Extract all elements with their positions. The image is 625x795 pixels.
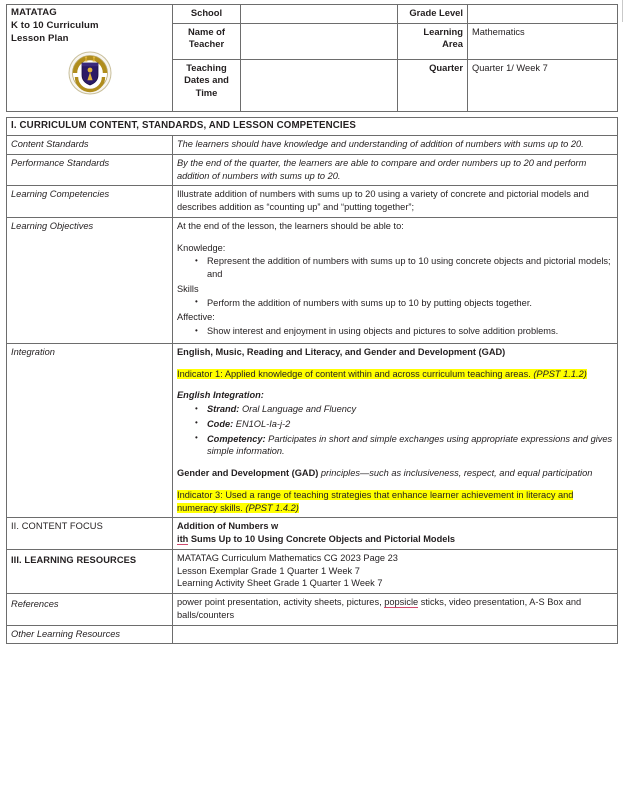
indicator-3-text: Indicator 3: Used a range of teaching strategies that enhance learner achievement in literacy and numeracy skills. [177,489,574,513]
references-content [173,594,618,626]
learning-area-label: Learning Area [398,23,468,59]
strand-value: Oral Language and Fluency [239,404,357,415]
integration-heading: English, Music, Reading and Literacy, and Gender and Development (GAD) [177,346,506,357]
indicator-1-text: Indicator 1: Applied knowledge of content within and across curriculum teaching areas. [177,368,534,379]
teaching-dates-value[interactable] [241,59,398,111]
gad-principles [177,467,613,480]
references-part-1: power point presentation, activity sheets, pictures, [177,597,385,608]
english-integration-head: English Integration: [177,390,264,401]
content-standards-text: The learners should have knowledge and understanding of addition of numbers with sums up to 20. [173,136,618,155]
content-standards-label: Content Standards [7,136,173,155]
lesson-plan-table [6,4,618,644]
other-learning-resources-label: Other Learning Resources [7,625,173,643]
competency-label: Competency: [207,433,266,444]
row-content-standards [7,136,618,155]
indicator-3-code: (PPST 1.4.2) [245,502,299,513]
code-label: Code: [207,418,234,429]
content-focus-spell-error: ith [177,534,189,545]
references-spell-error: popsicle [384,597,419,608]
skills-head: Skills [177,283,199,294]
grade-level-value[interactable] [468,5,618,24]
page-margin-rule [622,0,623,22]
integration-label: Integration [7,343,173,518]
teacher-label: Name of Teacher [173,23,241,59]
objectives-intro: At the end of the lesson, the learners should be able to: [177,220,404,231]
grade-level-label: Grade Level [398,5,468,24]
performance-standards-label: Performance Standards [7,154,173,186]
learning-resources-content [173,549,618,593]
row-references [7,594,618,626]
content-focus-content [173,518,618,550]
content-focus-line-2 [177,533,613,546]
section-1-title: I. CURRICULUM CONTENT, STANDARDS, AND LESSON COMPETENCIES [7,117,618,136]
school-value[interactable] [241,5,398,24]
references-label: References [7,594,173,626]
quarter-value[interactable]: Quarter 1/ Week 7 [468,59,618,111]
indicator-1 [177,368,613,381]
content-focus-line-1: Addition of Numbers w [177,521,279,532]
identity-line-3: Lesson Plan [11,32,69,44]
resource-item: MATATAG Curriculum Mathematics CG 2023 Page 23 [177,552,398,563]
header-row-school [7,5,618,24]
indicator-3 [177,489,613,515]
learning-area-value[interactable]: Mathematics [468,23,618,59]
learning-objectives-content [173,217,618,343]
learning-competencies-text: Illustrate addition of numbers with sums up to 20 using a variety of concrete and pictorial models and describes addition as “counting up” and “putting together”; [173,186,618,218]
school-label: School [173,5,241,24]
teacher-value[interactable] [241,23,398,59]
deped-seal-logo [68,51,112,95]
identity-line-2: K to 10 Curriculum [11,19,99,31]
row-performance-standards [7,154,618,186]
identity-cell [7,5,173,112]
row-content-focus [7,518,618,550]
gad-text: principles—such as inclusiveness, respect, and equal participation [318,468,593,479]
list-item: • Show interest and enjoyment in using objects and pictures to solve addition problems. [207,325,613,338]
affective-list [177,325,613,338]
list-item: • Perform the addition of numbers with sums up to 10 by putting objects together. [207,297,613,310]
content-focus-line-2-rest: Sums Up to 10 Using Concrete Objects and Pictorial Models [188,534,456,545]
row-other-learning-resources [7,625,618,643]
competency-value: Participates in short and simple exchanges using appropriate expressions and gives simple information. [207,433,613,457]
logo-wrap [11,51,168,99]
list-item [207,403,613,416]
performance-standards-text: By the end of the quarter, the learners are able to compare and order numbers up to 20 and perform addition of numbers with sums up to 20. [173,154,618,186]
section-1-header-row [7,117,618,136]
resource-item: Lesson Exemplar Grade 1 Quarter 1 Week 7 [177,565,360,576]
list-item [207,418,613,431]
integration-content [173,343,618,518]
row-learning-competencies [7,186,618,218]
list-item [207,433,613,459]
identity-line-1: MATATAG [11,7,57,18]
row-learning-resources [7,549,618,593]
affective-head: Affective: [177,312,215,323]
learning-competencies-label: Learning Competencies [7,186,173,218]
learning-resources-label: III. LEARNING RESOURCES [7,549,173,593]
strand-label: Strand: [207,404,240,415]
learning-objectives-label: Learning Objectives [7,217,173,343]
list-item: • Represent the addition of numbers with sums up to 10 using concrete objects and pictorial models; and [207,255,613,281]
teaching-dates-label: Teaching Dates and Time [173,59,241,111]
skills-list [177,297,613,310]
row-integration [7,343,618,518]
knowledge-head: Knowledge: [177,242,226,253]
other-learning-resources-value[interactable] [173,625,618,643]
knowledge-list [177,255,613,281]
references-part-2: sticks, video presentation, A-S Box and balls/counters [177,597,582,620]
gad-label: Gender and Development (GAD) [177,468,319,479]
english-integration-list [177,403,613,458]
resource-item: Learning Activity Sheet Grade 1 Quarter 1 Week 7 [177,578,383,589]
quarter-label: Quarter [398,59,468,111]
row-learning-objectives [7,217,618,343]
indicator-1-code: (PPST 1.1.2) [533,368,587,379]
content-focus-label: II. CONTENT FOCUS [7,518,173,550]
code-value: EN1OL-Ia-j-2 [233,418,291,429]
